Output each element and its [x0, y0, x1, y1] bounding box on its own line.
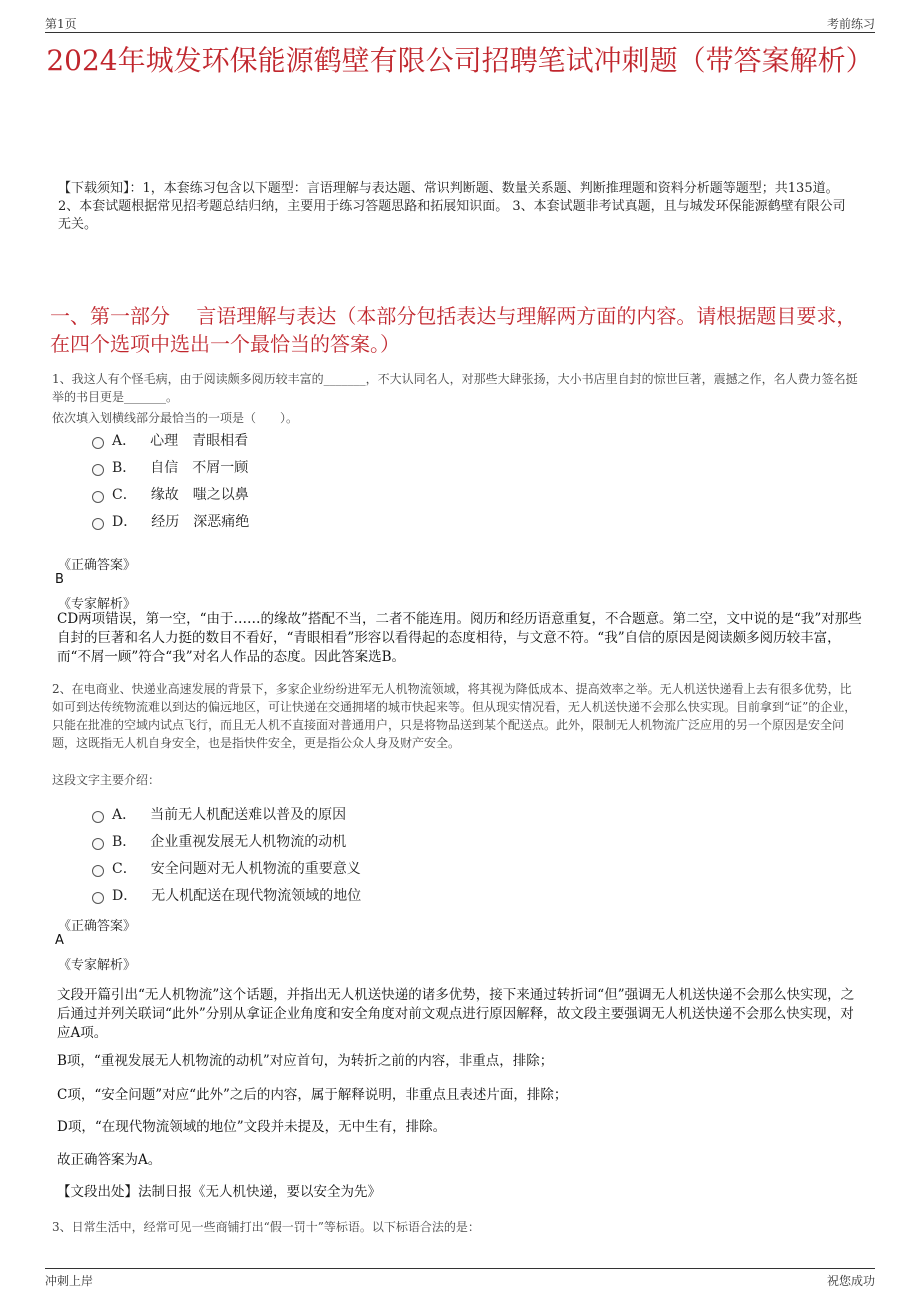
answer-value: A [55, 933, 64, 948]
page-header [45, 14, 875, 33]
analysis-label: 《专家解析》 [58, 597, 137, 612]
analysis-paragraph: C项，“安全问题”对应“此外”之后的内容，属于解释说明，非重点且表述片面，排除； [57, 1087, 568, 1103]
analysis-paragraph: D项，“在现代物流领域的地位”文段并未提及，无中生有，排除。 [57, 1119, 447, 1135]
question-2-option-a[interactable]: A． 当前无人机配送难以普及的原因 [92, 804, 346, 824]
analysis-label: 《专家解析》 [58, 958, 137, 973]
page-footer [45, 1268, 875, 1289]
analysis-paragraph: 文段开篇引出“无人机物流”这个话题，并指出无人机送快递的诸多优势，接下来通过转折词“但”强调无人机送快递不会那么快实现，之后通过并列关联词“此外”分别从拿证企业角度和安全角度对前文观点进行原因解释，故文段主要强调无人机送快递不会那么快实现，对应A项。 [57, 987, 855, 1041]
question-1-option-c[interactable]: C． 缘故 嗤之以鼻 [92, 484, 249, 504]
question-2-stem: 2、在电商业、快递业高速发展的背景下，多家企业纷纷进军无人机物流领域，将其视为降低成本、提高效率之举。无人机送快递看上去有很多优势，比如可到达传统物流难以到达的偏远地区，可让快递在交通拥堵的城市快起来等。但从现实情况看，无人机送快递不会那么快实现。目前拿到“证”的企业，只能在批准的空域内试点飞行，而且无人机不直接面对普通用户，只是将物品送到某个配送点。此外，限制无人机物流广泛应用的另一个原因是安全问题，这既指无人机自身安全，也是指快件安全，更是指公众人身及财产安全。 [52, 682, 857, 750]
answer-label: 《正确答案》 [58, 919, 137, 934]
source-citation: 【文段出处】法制日报《无人机快递，要以安全为先》 [57, 1184, 381, 1200]
question-2-option-c[interactable]: C． 安全问题对无人机物流的重要意义 [92, 858, 361, 878]
answer-label: 《正确答案》 [58, 558, 137, 573]
page-number: 第1页 [45, 17, 77, 31]
analysis-paragraph: B项，“重视发展无人机物流的动机”对应首句，为转折之前的内容，非重点，排除； [57, 1053, 554, 1069]
question-2-prompt: 这段文字主要介绍： [52, 773, 161, 787]
header-tag: 考前练习 [826, 17, 875, 31]
radio-icon[interactable] [92, 518, 104, 530]
question-1-option-d[interactable]: D． 经历 深恶痛绝 [92, 511, 249, 531]
answer-value: B [55, 572, 64, 587]
analysis-text: CD两项错误，第一空，“由于……的缘故”搭配不当，二者不能连用。阅历和经历语意重复，不合题意。第二空，文中说的是“我”对那些自封的巨著和名人力挺的数目不看好，“青眼相看”形容以看得起的态度相待，与文意不符。“我”自信的原因是阅读颇多阅历较丰富，而“不屑一顾”符合“我”对名人作品的态度。因此答案选B。 [57, 611, 862, 665]
analysis-paragraph: 故正确答案为A。 [57, 1152, 162, 1168]
footer-left-text: 冲刺上岸 [45, 1274, 94, 1288]
question-1-stem: 1、我这人有个怪毛病，由于阅读颇多阅历较丰富的_______，不大认同名人，对那些大肆张扬，大小书店里自封的惊世巨著，震撼之作，名人费力签名挺举的书目更是_______。 [52, 372, 858, 404]
radio-icon[interactable] [92, 838, 104, 850]
radio-icon[interactable] [92, 865, 104, 877]
question-3-stem: 3、日常生活中，经常可见一些商铺打出“假一罚十”等标语。以下标语合法的是： [52, 1220, 480, 1234]
question-1-option-b[interactable]: B． 自信 不屑一顾 [92, 457, 248, 477]
question-1-prompt: 依次填入划横线部分最恰当的一项是（ ）。 [52, 411, 299, 425]
download-notice: 【下载须知】：1，本套练习包含以下题型：言语理解与表达题、常识判断题、数量关系题、判断推理题和资料分析题等题型；共135道。 2、本套试题根据常见招考题总结归纳，主要用于练习答题思路和拓展知识面。 3、本套试题非考试真题，且与城发环保能源鹤壁有限公司无关。 [58, 181, 846, 232]
radio-icon[interactable] [92, 491, 104, 503]
question-2-option-d[interactable]: D． 无人机配送在现代物流领域的地位 [92, 885, 361, 905]
footer-right-text: 祝您成功 [826, 1274, 875, 1288]
radio-icon[interactable] [92, 464, 104, 476]
radio-icon[interactable] [92, 437, 104, 449]
radio-icon[interactable] [92, 892, 104, 904]
radio-icon[interactable] [92, 811, 104, 823]
question-1-option-a[interactable]: A． 心理 青眼相看 [92, 430, 248, 450]
section-title: 一、第一部分 言语理解与表达（本部分包括表达与理解两方面的内容。请根据题目要求，在四个选项中选出一个最恰当的答案。） [50, 304, 857, 356]
document-title: 2024年城发环保能源鹤壁有限公司招聘笔试冲刺题（带答案解析） [46, 44, 874, 77]
question-2-option-b[interactable]: B． 企业重视发展无人机物流的动机 [92, 831, 346, 851]
